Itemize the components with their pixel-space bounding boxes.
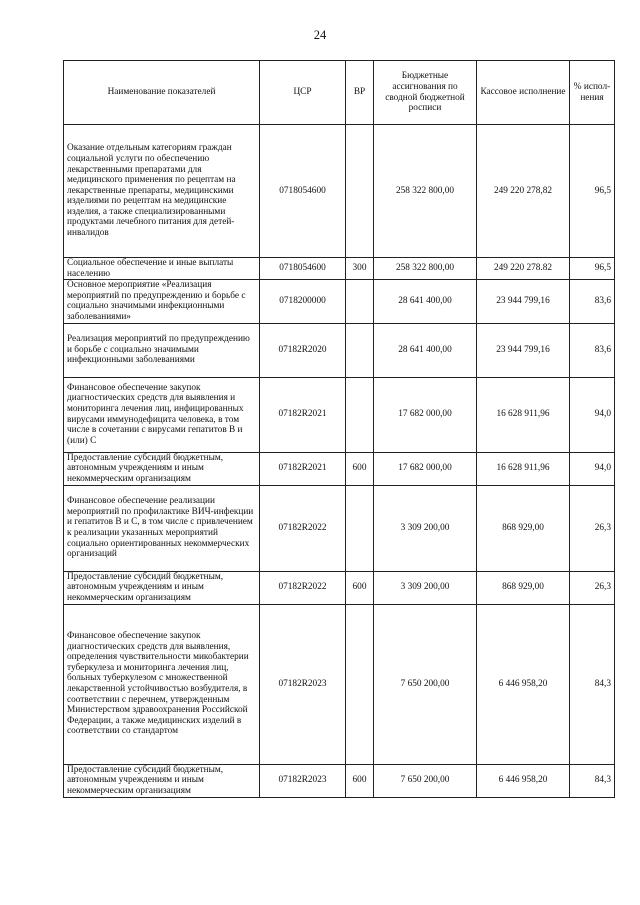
row-name: Финансовое обеспечение реализации мероприятий по профилактике ВИЧ-инфекции и гепатитов В и С, в том числе с привлечением к реализации указанных мероприятий социально ориентированных некоммерческих организаций	[64, 485, 260, 571]
row-vr	[346, 280, 374, 323]
row-vr: 300	[346, 258, 374, 280]
header-percent: % испол-нения	[570, 61, 615, 125]
page-number: 24	[313, 28, 327, 42]
row-assignments: 3 309 200,00	[374, 485, 477, 571]
table-row	[64, 604, 615, 764]
row-assignments: 17 682 000,00	[374, 377, 477, 452]
header-assignments: Бюджетные ассигнования по сводной бюджетной росписи	[374, 61, 477, 125]
row-cash: 249 220 278.82	[477, 258, 570, 280]
row-vr	[346, 125, 374, 258]
row-assignments: 3 309 200,00	[374, 571, 477, 604]
header-cash: Кассовое исполнение	[477, 61, 570, 125]
row-percent: 26,3	[570, 485, 615, 571]
row-name: Предоставление субсидий бюджетным, автономным учреждениям и иным некоммерческим организациям	[64, 452, 260, 485]
row-percent: 84,3	[570, 764, 615, 797]
row-vr	[346, 377, 374, 452]
row-assignments: 28 641 400,00	[374, 323, 477, 377]
row-percent: 26,3	[570, 571, 615, 604]
row-assignments: 28 641 400,00	[374, 280, 477, 323]
row-csr: 07182R2021	[260, 452, 346, 485]
table-row	[64, 764, 615, 797]
row-csr: 0718054600	[260, 258, 346, 280]
header-vr: ВР	[346, 61, 374, 125]
row-percent: 83,6	[570, 280, 615, 323]
row-cash: 6 446 958,20	[477, 604, 570, 764]
row-vr	[346, 485, 374, 571]
row-cash: 868 929,00	[477, 571, 570, 604]
row-percent: 94,0	[570, 377, 615, 452]
row-csr: 0718200000	[260, 280, 346, 323]
row-percent: 84,3	[570, 604, 615, 764]
row-cash: 16 628 911,96	[477, 452, 570, 485]
row-assignments: 7 650 200,00	[374, 604, 477, 764]
table-row	[64, 485, 615, 571]
row-name: Предоставление субсидий бюджетным, автономным учреждениям и иным некоммерческим организациям	[64, 571, 260, 604]
row-csr: 07182R2023	[260, 764, 346, 797]
row-csr: 07182R2022	[260, 485, 346, 571]
row-vr: 600	[346, 452, 374, 485]
row-cash: 16 628 911,96	[477, 377, 570, 452]
table-row	[64, 323, 615, 377]
row-vr	[346, 323, 374, 377]
row-csr: 07182R2022	[260, 571, 346, 604]
table-row	[64, 571, 615, 604]
table-row	[64, 280, 615, 323]
row-vr: 600	[346, 571, 374, 604]
header-csr: ЦСР	[260, 61, 346, 125]
table-header-row	[64, 61, 615, 125]
row-name: Финансовое обеспечение закупок диагностических средств для выявления, определения чувствительности микобактерии туберкулеза и мониторинга лечения лиц, больных туберкулезом с множественной лекарственной устойчивостью возбудителя, в соответствии с перечнем, утвержденным Министерством здравоохранения Российской Федерации, а также медицинских изделий в соответствии со стандартом	[64, 604, 260, 764]
row-name: Социальное обеспечение и иные выплаты населению	[64, 258, 260, 280]
table-row	[64, 258, 615, 280]
row-assignments: 17 682 000,00	[374, 452, 477, 485]
row-name: Основное мероприятие «Реализация мероприятий по предупреждению и борьбе с социально значимыми инфекционными заболеваниями»	[64, 280, 260, 323]
row-csr: 07182R2020	[260, 323, 346, 377]
row-csr: 07182R2023	[260, 604, 346, 764]
row-csr: 0718054600	[260, 125, 346, 258]
row-assignments: 258 322 800,00	[374, 125, 477, 258]
row-name: Оказание отдельным категориям граждан социальной услуги по обеспечению лекарственными препаратами для медицинского применения по рецептам на лекарственные препараты, медицинскими изделиями по рецептам на медицинские изделия, а также специализированными продуктами лечебного питания для детей-инвалидов	[64, 125, 260, 258]
table-row	[64, 452, 615, 485]
row-csr: 07182R2021	[260, 377, 346, 452]
row-percent: 94,0	[570, 452, 615, 485]
row-percent: 96,5	[570, 258, 615, 280]
table-row	[64, 377, 615, 452]
budget-execution-table	[63, 60, 615, 798]
row-percent: 83,6	[570, 323, 615, 377]
row-name: Реализация мероприятий по предупреждению и борьбе с социально значимыми инфекционными заболеваниями	[64, 323, 260, 377]
row-assignments: 258 322 800,00	[374, 258, 477, 280]
row-cash: 6 446 958,20	[477, 764, 570, 797]
row-vr: 600	[346, 764, 374, 797]
row-assignments: 7 650 200,00	[374, 764, 477, 797]
row-cash: 868 929,00	[477, 485, 570, 571]
row-percent: 96,5	[570, 125, 615, 258]
row-vr	[346, 604, 374, 764]
table-row	[64, 125, 615, 258]
row-name: Финансовое обеспечение закупок диагностических средств для выявления и мониторинга лечения лиц, инфицированных вирусами иммунодефицита человека, в том числе в сочетании с вирусами гепатитов В и (или) С	[64, 377, 260, 452]
row-cash: 23 944 799,16	[477, 280, 570, 323]
row-cash: 249 220 278,82	[477, 125, 570, 258]
row-name: Предоставление субсидий бюджетным, автономным учреждениям и иным некоммерческим организациям	[64, 764, 260, 797]
header-name: Наименование показателей	[64, 61, 260, 125]
row-cash: 23 944 799,16	[477, 323, 570, 377]
